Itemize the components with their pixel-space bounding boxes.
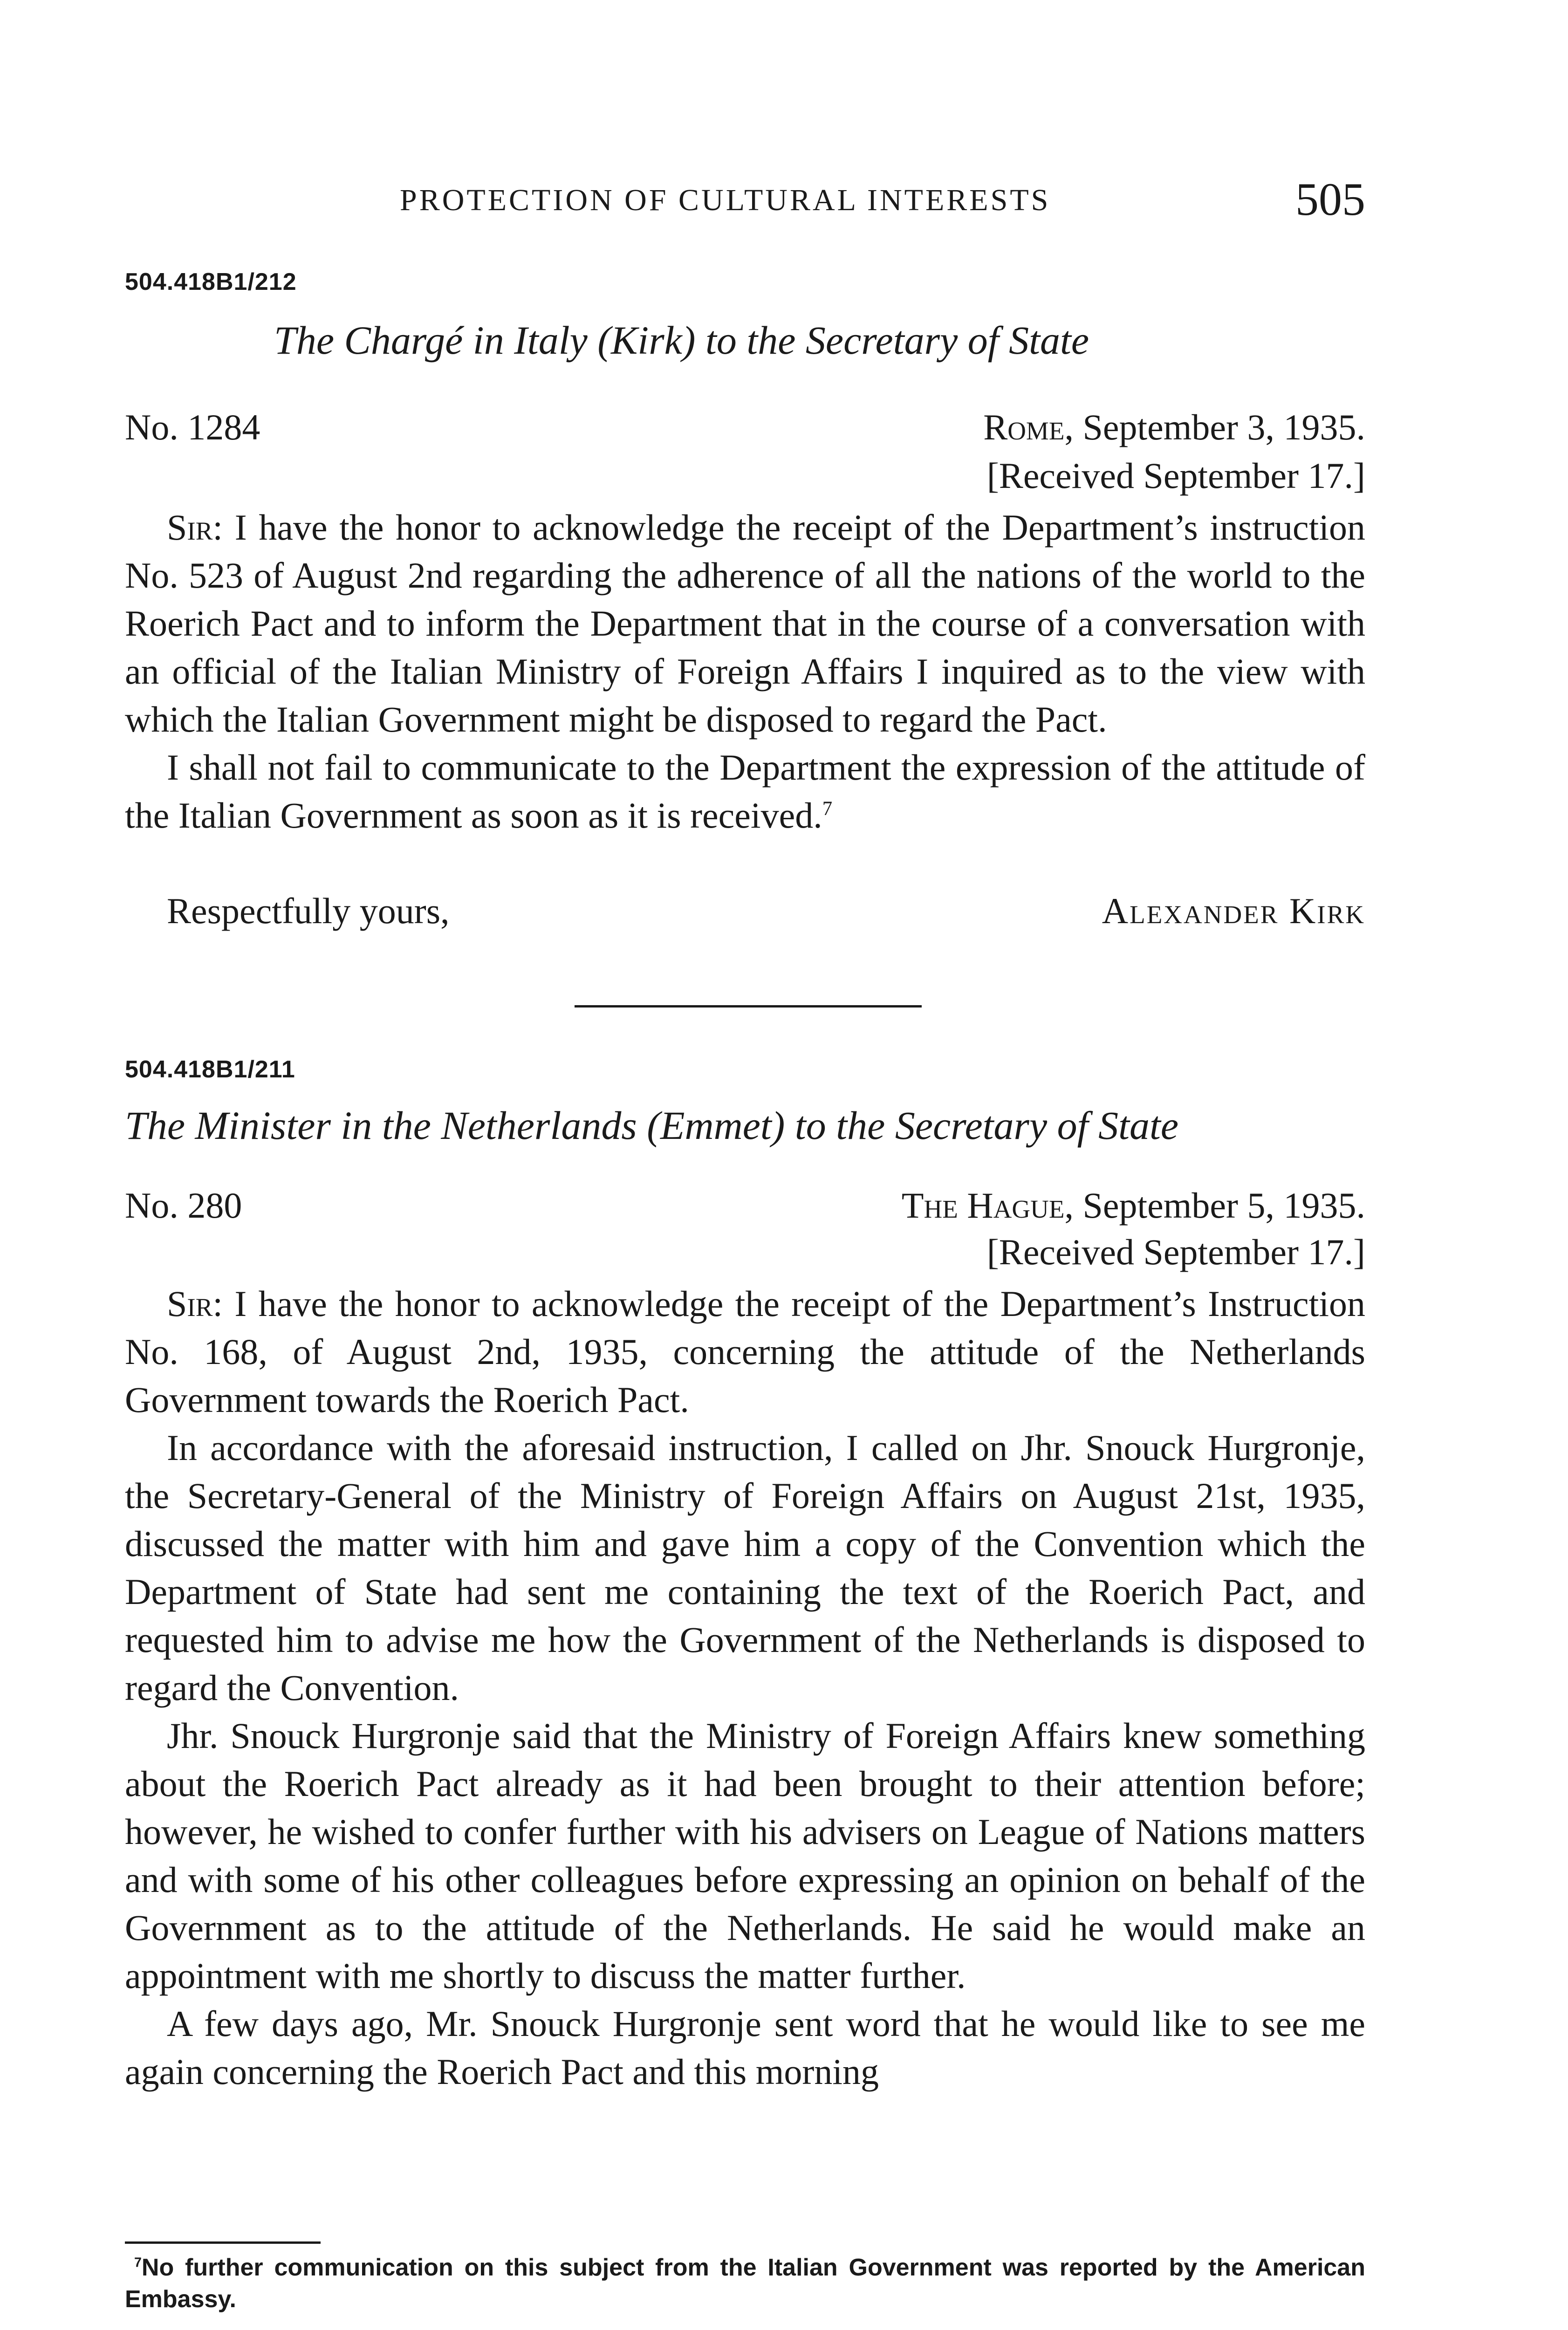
letter1-date: , September 3, 1935. — [1064, 407, 1365, 447]
page-number: 505 — [1295, 173, 1365, 225]
letter2-place-date — [902, 1185, 1365, 1227]
letter1-doc-number: No. 1284 — [125, 407, 260, 447]
letter2-received: [Received September 17.] — [986, 1232, 1365, 1272]
document-page — [125, 0, 1365, 2330]
footnote-text: No further communication on this subject from the Italian Government was reported by the American Embassy. — [125, 2254, 1365, 2313]
letter2-date: , September 5, 1935. — [1064, 1185, 1365, 1226]
letter2-file-number: 504.418B1/211 — [125, 1056, 295, 1083]
letter1-heading: The Chargé in Italy (Kirk) to the Secretary of State — [274, 318, 1089, 363]
letter2-salutation: Sir — [167, 1283, 213, 1324]
section-separator — [575, 1005, 922, 1007]
letter1-paragraph-1: Sir: I have the honor to acknowledge the receipt of the Department’s instruction No. 523 of August 2nd regarding the adherence of all the nations of the world to the Roerich Pact and to inform the Department that in the course of a conversation with an official of the Italian Ministry of Foreign Affairs I inquired as to the view with which the Italian Government might be disposed to regard the Pact. — [125, 507, 1365, 740]
letter1-paragraph-2: I shall not fail to communicate to the Department the expression of the attitude of the Italian Government as soon as it is received.$^7$ — [125, 747, 1365, 836]
letter2-place: The Hague — [901, 1185, 1065, 1226]
letter2-body — [125, 1280, 1365, 2096]
running-title: PROTECTION OF CULTURAL INTERESTS — [400, 183, 1051, 217]
footnote-reference: 7 — [822, 798, 833, 820]
letter1-signature: Alexander Kirk — [1102, 891, 1365, 931]
footnote-rule — [125, 2241, 321, 2244]
letter2-paragraph-3: Jhr. Snouck Hurgronje said that the Ministry of Foreign Affairs knew something about the Roerich Pact already as it had been brought to their attention before; however, he wished to confer further with his advisers on League of Nations matters and with some of his other colleagues before expressing an opinion on behalf of the Government as to the attitude of the Netherlands. He said he would make an appointment with me shortly to discuss the matter further. — [125, 1715, 1365, 1996]
letter1-place-date — [983, 406, 1365, 448]
letter1-received: [Received September 17.] — [986, 455, 1365, 496]
letter2-heading: The Minister in the Netherlands (Emmet) to the Secretary of State — [125, 1103, 1179, 1148]
footnote — [125, 2252, 1365, 2315]
letter2-doc-number: No. 280 — [125, 1185, 242, 1226]
letter1-closing: Respectfully yours, — [167, 891, 450, 931]
letter1-file-number: 504.418B1/212 — [125, 268, 297, 295]
letter1-place: Rome — [983, 407, 1065, 447]
letter2-paragraph-1: Sir: I have the honor to acknowledge the receipt of the Department’s Instruction No. 168, of August 2nd, 1935, concerning the attitude of the Netherlands Government towards the Roerich Pact. — [125, 1283, 1365, 1420]
letter1-salutation: Sir — [167, 507, 213, 548]
letter2-dateline — [125, 1185, 1365, 1236]
letter1-body — [125, 503, 1365, 839]
running-head — [125, 172, 1365, 228]
letter1-dateline — [125, 406, 1365, 458]
letter2-paragraph-2: In accordance with the aforesaid instruction, I called on Jhr. Snouck Hurgronje, the Secretary-General of the Ministry of Foreign Affairs on August 21st, 1935, discussed the matter with him and gave him a copy of the Convention which the Department of State had sent me containing the text of the Roerich Pact, and requested him to advise me how the Government of the Netherlands is disposed to regard the Convention. — [125, 1427, 1365, 1708]
footnote-marker: 7 — [134, 2255, 142, 2270]
letter2-paragraph-4: A few days ago, Mr. Snouck Hurgronje sent word that he would like to see me again concerning the Roerich Pact and this morning — [125, 2003, 1365, 2092]
